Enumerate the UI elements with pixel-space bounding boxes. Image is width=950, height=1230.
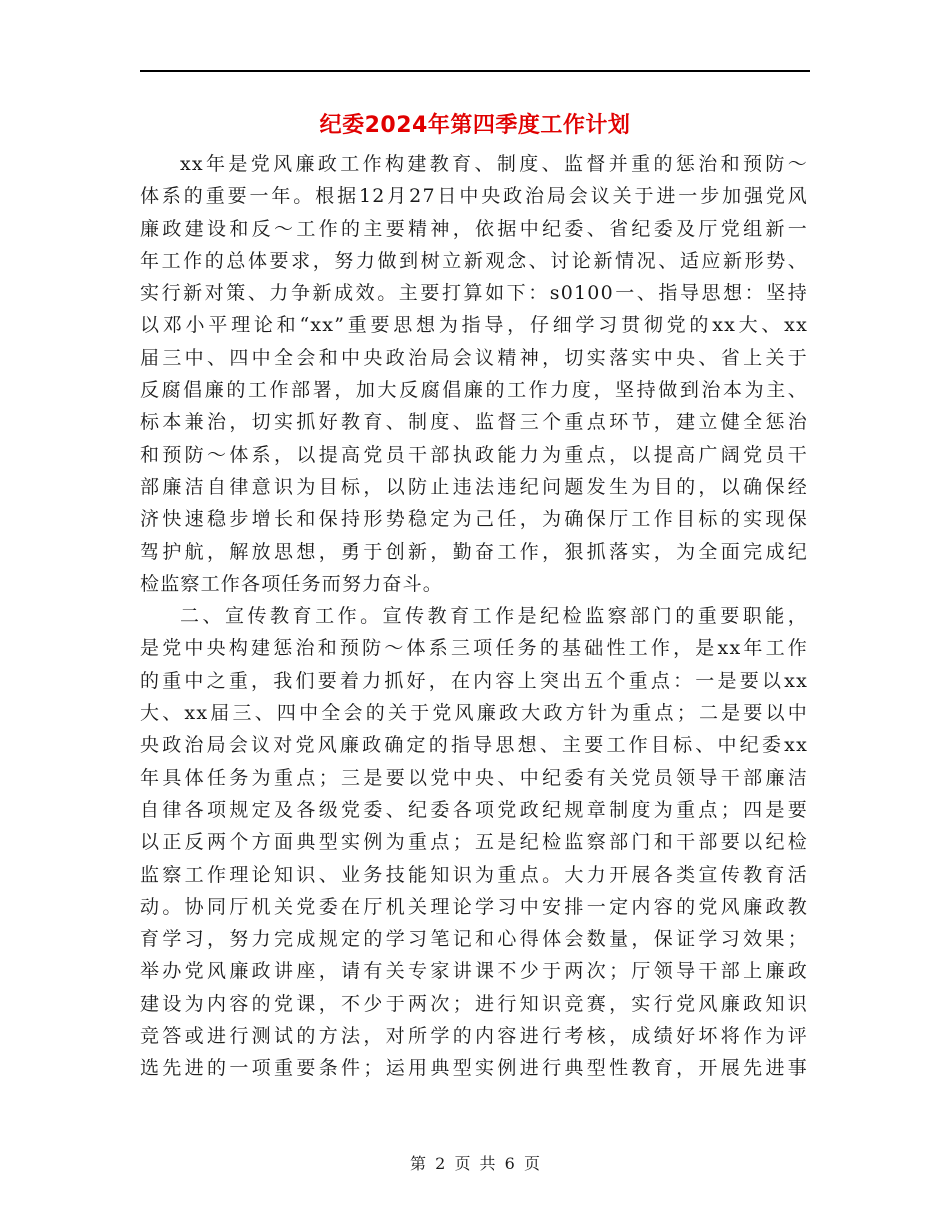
paragraph-line: 选先进的一项重要条件；运用典型实例进行典型性教育，开展先进事 <box>140 1057 808 1080</box>
paragraph-line: 廉政建设和反～工作的主要精神，依据中纪委、省纪委及厅党组新一 <box>140 217 808 240</box>
paragraph-line: 动。协同厅机关党委在厅机关理论学习中安排一定内容的党风廉政教 <box>140 895 808 918</box>
paragraph-line: 届三中、四中全会和中央政治局会议精神，切实落实中央、省上关于 <box>140 346 808 369</box>
paragraph-line: 以邓小平理论和“xx”重要思想为指导，仔细学习贯彻党的xx大、xx <box>140 314 808 337</box>
paragraph-line: 体系的重要一年。根据12月27日中央政治局会议关于进一步加强党风 <box>140 185 808 208</box>
total-page-count: 6 <box>504 1154 515 1173</box>
paragraph-line: 部廉洁自律意识为目标，以防止违法违纪问题发生为目的，以确保经 <box>140 475 808 498</box>
page-label-suffix: 页 <box>523 1154 540 1173</box>
paragraph-line: 和预防～体系，以提高党员干部执政能力为重点，以提高广阔党员干 <box>140 443 808 466</box>
paragraph-line: 驾护航，解放思想，勇于创新，勤奋工作，狠抓落实，为全面完成纪 <box>140 540 808 563</box>
paragraph-line: 大、xx届三、四中全会的关于党风廉政大政方针为重点；二是要以中 <box>140 702 808 725</box>
document-title: 纪委2024年第四季度工作计划 <box>319 113 631 138</box>
paragraph-line: 二、宣传教育工作。宣传教育工作是纪检监察部门的重要职能， <box>180 605 808 628</box>
paragraph-line: 自律各项规定及各级党委、纪委各项党政纪规章制度为重点；四是要 <box>140 798 808 821</box>
paragraph-line: 检监察工作各项任务而努力奋斗。 <box>140 572 444 595</box>
paragraph-line: 年工作的总体要求，努力做到树立新观念、讨论新情况、适应新形势、 <box>140 249 808 272</box>
page-footer <box>0 1152 950 1176</box>
paragraph-line: 育学习，努力完成规定的学习笔记和心得体会数量，保证学习效果； <box>140 928 808 951</box>
paragraph-line: 央政治局会议对党风廉政确定的指导思想、主要工作目标、中纪委xx <box>140 734 808 757</box>
paragraph-line: 标本兼治，切实抓好教育、制度、监督三个重点环节，建立健全惩治 <box>140 411 808 434</box>
paragraph-line: 竞答或进行测试的方法，对所学的内容进行考核，成绩好坏将作为评 <box>140 1025 808 1048</box>
current-page-number: 2 <box>435 1154 446 1173</box>
paragraph-line: 建设为内容的党课，不少于两次；进行知识竞赛，实行党风廉政知识 <box>140 992 808 1015</box>
paragraph-line: 是党中央构建惩治和预防～体系三项任务的基础性工作，是xx年工作 <box>140 637 808 660</box>
paragraph-line: xx年是党风廉政工作构建教育、制度、监督并重的惩治和预防～ <box>180 153 808 175</box>
total-label: 共 <box>479 1154 496 1173</box>
paragraph-line: 济快速稳步增长和保持形势稳定为己任，为确保厅工作目标的实现保 <box>140 508 808 531</box>
paragraph-line: 反腐倡廉的工作部署，加大反腐倡廉的工作力度，坚持做到治本为主、 <box>140 379 808 402</box>
paragraph-line: 的重中之重，我们要着力抓好，在内容上突出五个重点：一是要以xx <box>140 669 808 692</box>
paragraph-line: 监察工作理论知识、业务技能知识为重点。大力开展各类宣传教育活 <box>140 863 808 886</box>
paragraph-line: 举办党风廉政讲座，请有关专家讲课不少于两次；厅领导干部上廉政 <box>140 960 808 983</box>
paragraph-line: 以正反两个方面典型实例为重点；五是纪检监察部门和干部要以纪检 <box>140 831 808 854</box>
page-label-prefix: 第 <box>410 1154 427 1173</box>
document-body <box>140 148 808 1085</box>
header-rule <box>140 70 810 72</box>
paragraph-line: 实行新对策、力争新成效。主要打算如下：s0100一、指导思想：坚持 <box>140 282 808 305</box>
page-label-mid: 页 <box>454 1154 471 1173</box>
paragraph-line: 年具体任务为重点；三是要以党中央、中纪委有关党员领导干部廉洁 <box>140 766 808 789</box>
